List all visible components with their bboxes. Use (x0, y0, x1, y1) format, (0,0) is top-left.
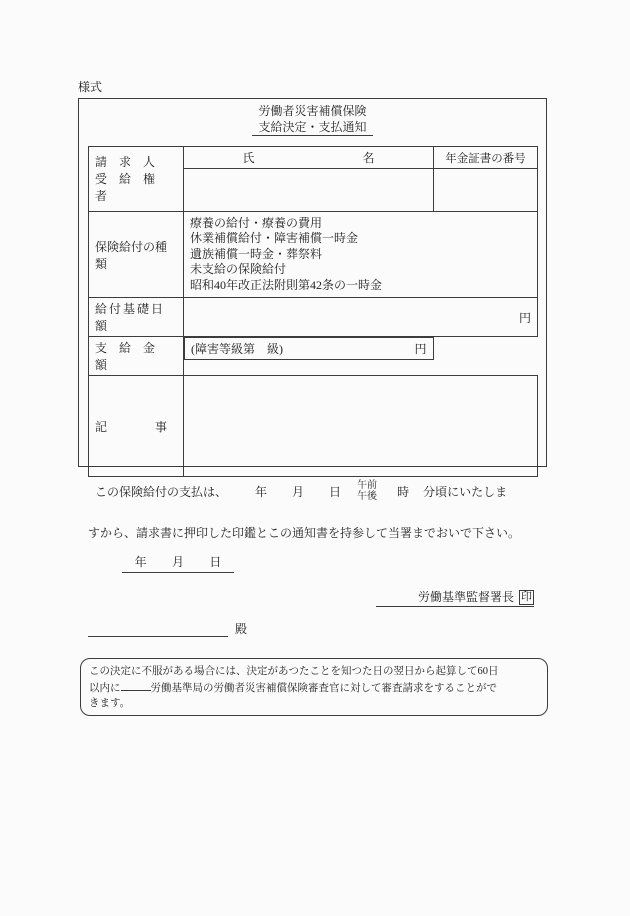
payment-intro: この保険給付の支払は、 (95, 484, 228, 499)
pension-number-header-cell: 年金証書の番号 (434, 147, 538, 169)
issue-date-line (122, 554, 234, 573)
claimant-line2: 受 給 権 者 (95, 171, 168, 203)
benefit-type-row (89, 212, 538, 298)
appeal-line3: きます。 (89, 698, 131, 709)
daily-amount-row (89, 298, 538, 337)
notes-label-cell: 記 事 (89, 376, 184, 477)
daily-amount-label-cell: 給付基礎日額 (89, 298, 184, 337)
payment-schedule-line (95, 480, 507, 502)
issue-month-label: 月 (171, 555, 184, 569)
bureau-name-blank (121, 680, 151, 691)
pm-label: 午後 (357, 491, 378, 502)
payment-month-label: 月 (292, 484, 305, 499)
table-header-row (89, 147, 538, 169)
appeal-line2-prefix: 以内に (89, 682, 121, 694)
benefit-types-cell (184, 212, 538, 298)
signature-title: 労働基準監督署長 (417, 590, 514, 604)
addressee-line (88, 620, 247, 637)
name-header-cell: 氏 名 (184, 147, 434, 169)
notes-row (89, 376, 538, 477)
am-label: 午前 (357, 480, 378, 491)
issue-day-label: 日 (209, 555, 222, 569)
benefit-type-item: 昭和40年改正法附則第42条の一時金 (190, 277, 383, 292)
benefit-type-item: 遺族補償一時金・葬祭料 (190, 246, 323, 261)
disability-grade-note: (障害等級第 級) (191, 342, 283, 356)
addressee-name-blank (88, 621, 228, 637)
payment-hour-label: 時 (397, 484, 410, 499)
claimant-line1: 請 求 人 (95, 154, 156, 169)
payment-day-label: 日 (329, 484, 342, 499)
appeal-line2 (89, 680, 539, 697)
payment-amount-unit: 円 (414, 342, 427, 356)
payment-amount-row (89, 337, 538, 376)
benefit-type-item: 療養の給付・療養の費用 (190, 215, 323, 230)
claimant-label-cell (89, 147, 184, 212)
daily-amount-unit: 円 (518, 310, 531, 325)
benefit-type-label-cell: 保険給付の種類 (89, 212, 184, 298)
form-title: 労働者災害補償保険 (258, 104, 367, 118)
payment-year-label: 年 (255, 484, 268, 499)
payment-minute-tail: 分頃にいたしま (423, 484, 508, 499)
seal-mark: 印 (521, 591, 532, 603)
name-value-cell (184, 169, 434, 212)
form-subtitle-row (79, 119, 546, 135)
benefit-type-item: 未支給の保険給付 (190, 262, 287, 277)
notes-value-cell (184, 376, 538, 477)
form-outer-box (78, 98, 547, 467)
pension-number-value-cell (434, 169, 538, 212)
am-pm-labels (357, 480, 377, 502)
appeal-line2-suffix: 労働基準局の労働者災害補償保険審査官に対して審査請求をすることがで (150, 682, 497, 694)
signature-line (376, 586, 534, 607)
form-subtitle: 支給決定・支払通知 (252, 120, 372, 136)
issue-year-label: 年 (134, 555, 147, 569)
appeal-notice-box (80, 658, 548, 716)
form-style-label: 様式 (78, 80, 103, 94)
payment-instruction-line: すから、請求書に押印した印鑑とこの通知書を持参して当署までおいで下さい。 (88, 526, 521, 540)
benefit-type-item: 休業補償給付・障害補償一時金 (190, 231, 359, 246)
addressee-suffix: 殿 (235, 622, 248, 636)
payment-amount-label-cell: 支 給 金 額 (89, 337, 184, 376)
daily-amount-value-cell (184, 298, 538, 337)
appeal-line1: この決定に不服がある場合には、決定があつたことを知つた日の翌日から起算して60日 (89, 666, 499, 677)
payment-amount-value-cell (184, 337, 434, 360)
form-table (88, 146, 538, 477)
